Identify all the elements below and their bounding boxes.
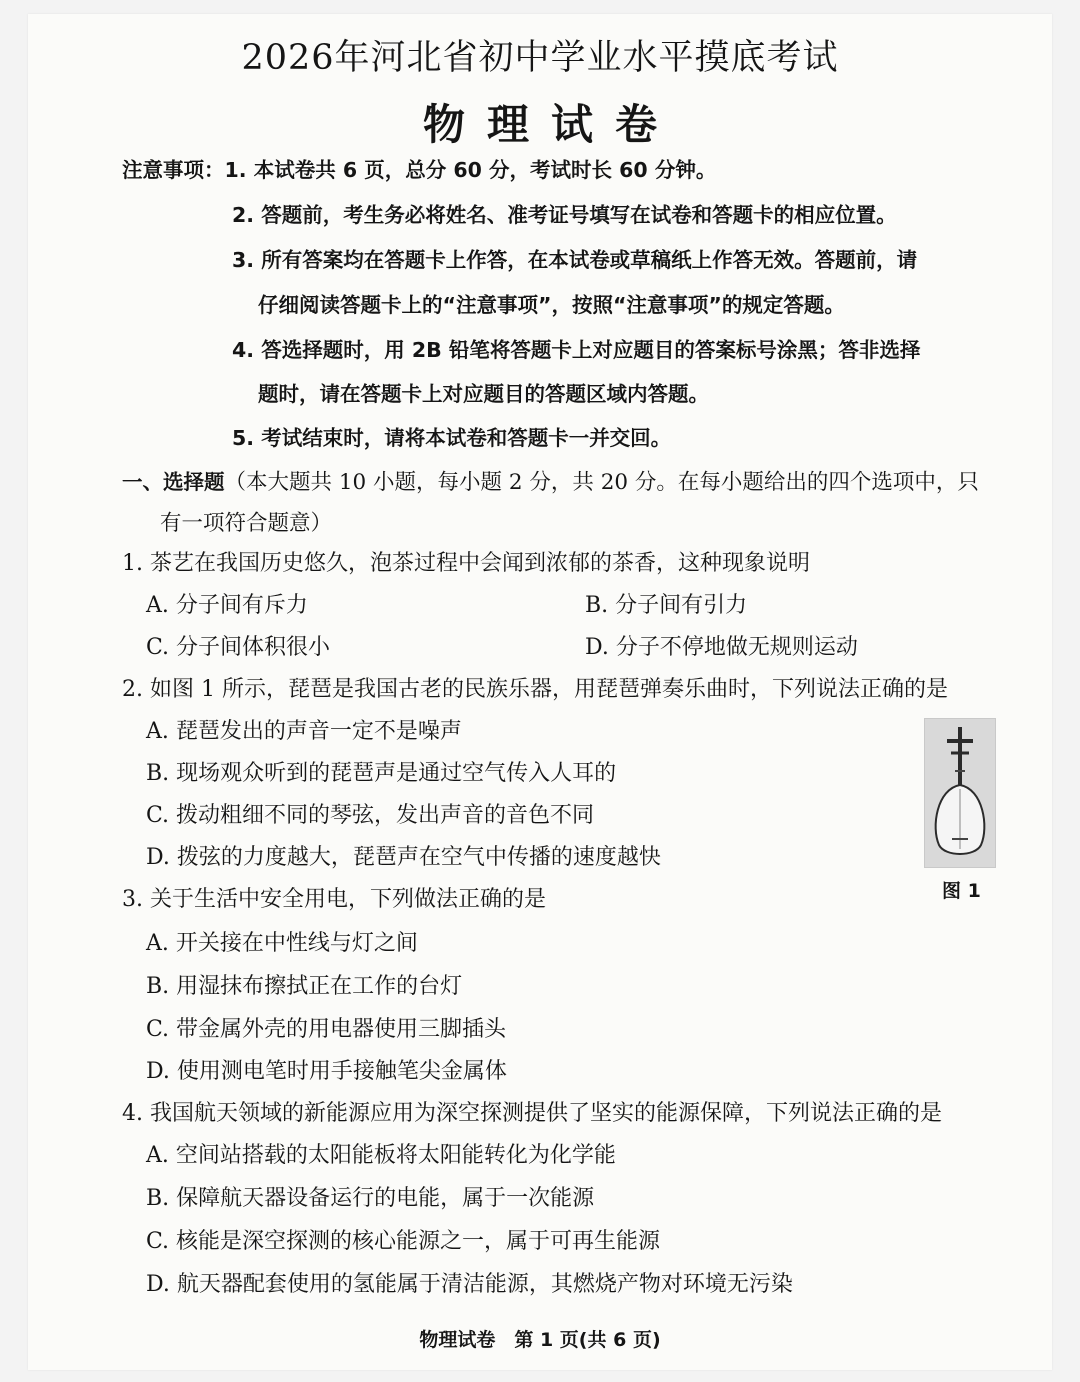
question-3-stem: 3. 关于生活中安全用电，下列做法正确的是 [122, 887, 546, 912]
note-2: 2. 答题前，考生务必将姓名、准考证号填写在试卷和答题卡的相应位置。 [232, 203, 897, 227]
question-2-stem: 2. 如图 1 所示，琵琶是我国古老的民族乐器，用琵琶弹奏乐曲时，下列说法正确的是 [122, 677, 948, 702]
note-3-cont: 仔细阅读答题卡上的“注意事项”，按照“注意事项”的规定答题。 [258, 293, 845, 317]
question-2-option-b: B. 现场观众听到的琵琶声是通过空气传入人耳的 [146, 761, 617, 786]
note-4-cont: 题时，请在答题卡上对应题目的答题区域内答题。 [258, 382, 709, 406]
question-1-option-c: C. 分子间体积很小 [146, 635, 331, 660]
question-2-option-a: A. 琵琶发出的声音一定不是噪声 [146, 719, 462, 744]
question-4-option-b: B. 保障航天器设备运行的电能，属于一次能源 [146, 1186, 595, 1211]
note-3: 3. 所有答案均在答题卡上作答，在本试卷或草稿纸上作答无效。答题前，请 [232, 248, 918, 272]
section-label: 一、选择题 [122, 470, 225, 494]
question-3-option-a: A. 开关接在中性线与灯之间 [146, 931, 418, 956]
exam-subtitle: 物理试卷 [422, 100, 679, 149]
question-4-option-d: D. 航天器配套使用的氢能属于清洁能源，其燃烧产物对环境无污染 [146, 1272, 793, 1297]
note-1: 注意事项：1. 本试卷共 6 页，总分 60 分，考试时长 60 分钟。 [122, 158, 717, 182]
question-3-option-d: D. 使用测电笔时用手接触笔尖金属体 [146, 1059, 507, 1084]
question-3-option-c: C. 带金属外壳的用电器使用三脚插头 [146, 1017, 507, 1042]
question-2-option-c: C. 拨动粗细不同的琴弦，发出声音的音色不同 [146, 803, 595, 828]
page-footer: 物理试卷 第 1 页(共 6 页) [419, 1329, 661, 1351]
question-1-option-b: B. 分子间有引力 [585, 593, 748, 618]
question-1-option-d: D. 分子不停地做无规则运动 [585, 635, 858, 660]
section-description-cont: 有一项符合题意） [160, 511, 333, 536]
question-3-option-b: B. 用湿抹布擦拭正在工作的台灯 [146, 974, 463, 999]
question-4-option-a: A. 空间站搭载的太阳能板将太阳能转化为化学能 [146, 1143, 616, 1168]
question-2-option-d: D. 拨弦的力度越大，琵琶声在空气中传播的速度越快 [146, 845, 661, 870]
question-4-stem: 4. 我国航天领域的新能源应用为深空探测提供了坚实的能源保障，下列说法正确的是 [122, 1101, 942, 1126]
section-description: （本大题共 10 小题，每小题 2 分，共 20 分。在每小题给出的四个选项中，只 [224, 470, 979, 495]
section-heading [122, 468, 979, 497]
note-5: 5. 考试结束时，请将本试卷和答题卡一并交回。 [232, 426, 672, 450]
pipa-icon [925, 719, 995, 867]
note-4: 4. 答选择题时，用 2B 铅笔将答题卡上对应题目的答案标号涂黑；答非选择 [232, 338, 921, 362]
question-1-option-a: A. 分子间有斥力 [146, 593, 308, 618]
question-4-option-c: C. 核能是深空探测的核心能源之一，属于可再生能源 [146, 1229, 661, 1254]
question-1-stem: 1. 茶艺在我国历史悠久，泡茶过程中会闻到浓郁的茶香，这种现象说明 [122, 551, 810, 576]
pipa-figure [924, 718, 996, 868]
figure-caption: 图 1 [942, 880, 981, 902]
exam-title: 2026年河北省初中学业水平摸底考试 [241, 38, 839, 78]
